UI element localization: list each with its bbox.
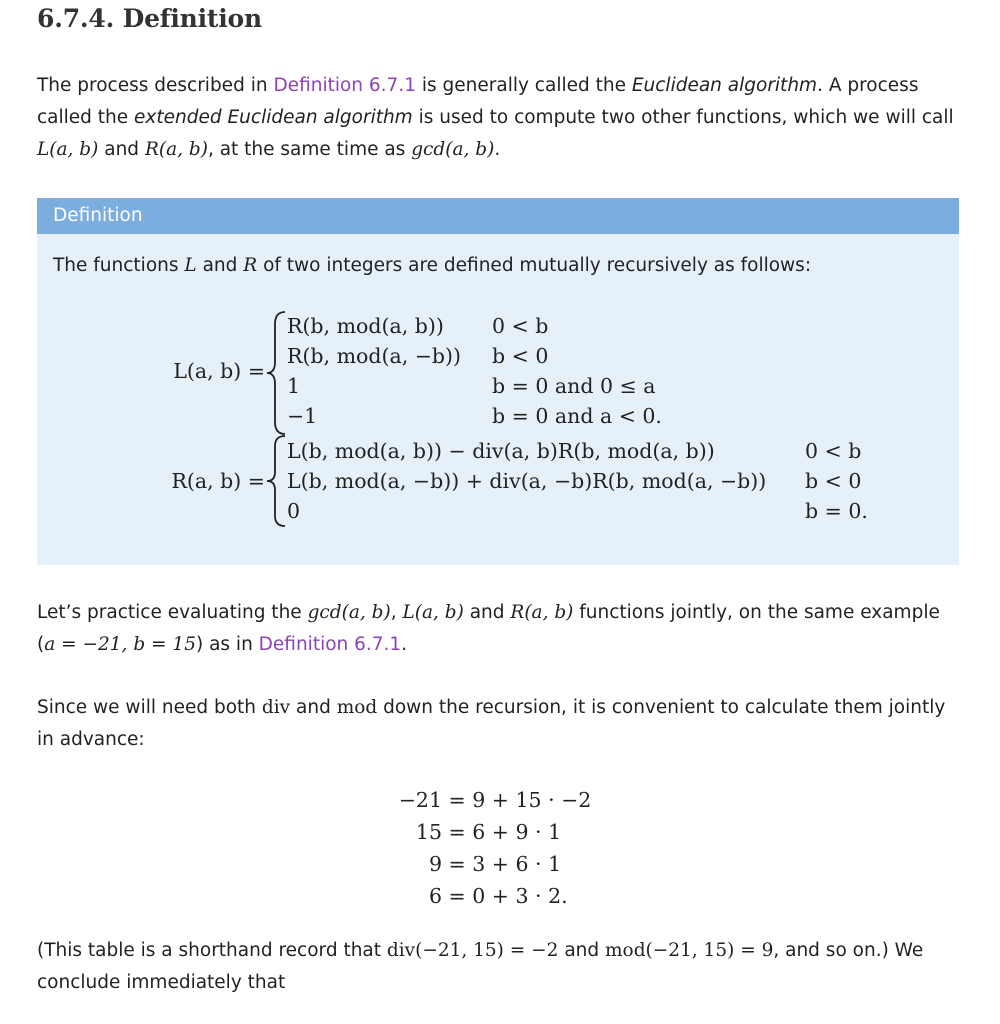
calc-rhs: = 6 + 9 · 1 xyxy=(448,820,562,844)
L-lhs: L(a, b) = xyxy=(173,359,265,383)
math-inline: R(a, b) xyxy=(510,602,574,623)
text: and xyxy=(463,602,511,623)
L-case-3-expr: 1 xyxy=(287,374,301,398)
calc-rhs: = 3 + 6 · 1 xyxy=(448,852,562,876)
math-inline: L(a, b) xyxy=(402,602,464,623)
text: (This table is a shorthand record that xyxy=(37,940,387,961)
calc-lhs: 6 xyxy=(428,884,442,908)
R-case-2-expr: L(b, mod(a, −b)) + div(a, −b)R(b, mod(a, −b)) xyxy=(287,469,767,493)
section-heading: 6.7.4. Definition xyxy=(37,4,263,33)
left-brace-icon xyxy=(265,434,287,528)
text: functions jointly, on the same example ( xyxy=(37,602,940,655)
text: . A process called the xyxy=(37,75,919,128)
R-case-3-cond: b = 0. xyxy=(805,499,868,523)
text: , at the same time as xyxy=(207,139,412,160)
text: ) as in xyxy=(195,634,259,655)
math-inline: gcd(a, b) xyxy=(307,602,391,623)
calc-rhs: = 9 + 15 · −2 xyxy=(448,788,592,812)
math-inline: L xyxy=(184,255,197,276)
text: . xyxy=(401,634,408,655)
text: and xyxy=(290,697,337,718)
R-case-2-cond: b < 0 xyxy=(805,469,862,493)
definition-box xyxy=(37,198,959,565)
text: down the recursion, it is convenient to calculate them jointly in advance: xyxy=(37,697,946,750)
calc-lhs: 9 xyxy=(428,852,442,876)
text: , xyxy=(390,602,403,623)
math-inline: div xyxy=(261,697,291,718)
emphasis: Euclidean algorithm xyxy=(631,75,818,96)
calc-lhs: 15 xyxy=(415,820,442,844)
text: is generally called the xyxy=(415,75,632,96)
definition-title: Definition xyxy=(37,198,959,234)
math-inline: mod(−21, 15) = 9 xyxy=(605,940,774,961)
text: of two integers are defined mutually recursively as follows: xyxy=(257,255,812,276)
R-case-1-expr: L(b, mod(a, b)) − div(a, b)R(b, mod(a, b)) xyxy=(287,439,715,463)
definition-xref-link[interactable]: Definition 6.7.1 xyxy=(273,75,416,96)
calc-row xyxy=(377,848,561,880)
definition-intro xyxy=(53,250,811,282)
L-case-4-expr: −1 xyxy=(287,404,318,428)
text: . xyxy=(494,139,501,160)
math-inline: L(a, b) xyxy=(37,139,99,160)
conclusion-paragraph xyxy=(37,935,959,999)
L-case-3-cond: b = 0 and 0 ≤ a xyxy=(492,374,656,398)
advance-paragraph xyxy=(37,692,959,756)
calc-row xyxy=(377,880,568,912)
text: is used to compute two other functions, which we will call xyxy=(412,107,954,128)
definition-xref-link[interactable]: Definition 6.7.1 xyxy=(258,634,402,655)
R-lhs: R(a, b) = xyxy=(171,469,265,493)
math-inline: div(−21, 15) = −2 xyxy=(386,940,559,961)
text: Let’s practice evaluating the xyxy=(37,602,308,623)
L-case-1-cond: 0 < b xyxy=(492,314,549,338)
text: and xyxy=(558,940,606,961)
left-brace-icon xyxy=(265,310,287,436)
L-case-1-expr: R(b, mod(a, b)) xyxy=(287,314,444,338)
math-inline: a = −21, b = 15 xyxy=(44,634,196,655)
R-case-3-expr: 0 xyxy=(287,499,301,523)
math-inline: R xyxy=(243,255,258,276)
text: and xyxy=(98,139,145,160)
math-inline: mod xyxy=(336,697,378,718)
text: Since we will need both xyxy=(37,697,262,718)
text: The functions xyxy=(53,255,185,276)
calc-lhs: −21 xyxy=(398,788,442,812)
math-inline: R(a, b) xyxy=(144,139,208,160)
L-case-2-cond: b < 0 xyxy=(492,344,549,368)
text: , and so on.) We conclude immediately that xyxy=(37,940,924,993)
L-case-2-expr: R(b, mod(a, −b)) xyxy=(287,344,462,368)
calc-rhs: = 0 + 3 · 2. xyxy=(448,884,568,908)
practice-paragraph xyxy=(37,597,959,661)
L-case-4-cond: b = 0 and a < 0. xyxy=(492,404,662,428)
math-inline: gcd(a, b) xyxy=(411,139,495,160)
R-case-1-cond: 0 < b xyxy=(805,439,862,463)
emphasis: extended Euclidean algorithm xyxy=(134,107,413,128)
intro-paragraph xyxy=(37,70,959,166)
text: The process described in xyxy=(37,75,274,96)
text: and xyxy=(196,255,244,276)
calc-row xyxy=(377,816,561,848)
calc-row xyxy=(377,784,591,816)
